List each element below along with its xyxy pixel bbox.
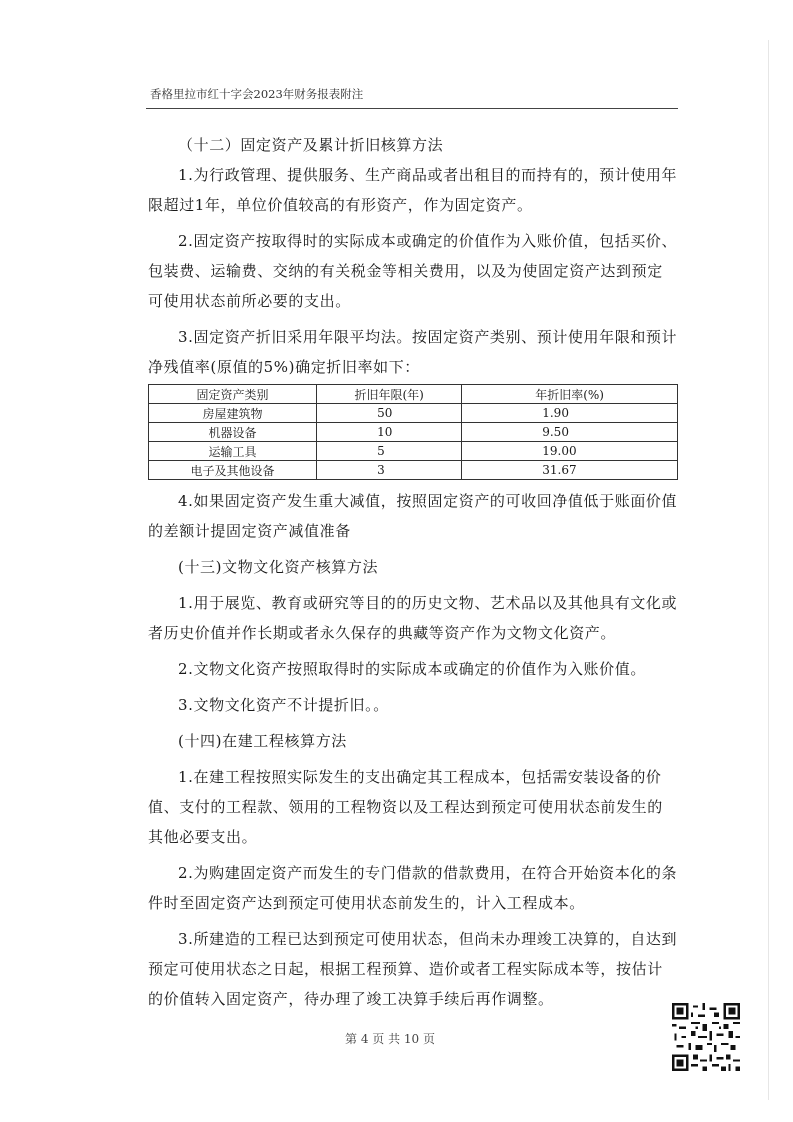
table-cell-category: 运输工具	[149, 442, 317, 461]
table-row	[149, 404, 678, 423]
section-14-para-2: 2.为购建固定资产而发生的专门借款的借款费用，在符合开始资本化的条件时至固定资产达到预定可使用状态前发生的，计入工程成本。	[148, 864, 678, 912]
table-cell-rate: 31.67	[462, 461, 678, 480]
table-row	[149, 423, 678, 442]
section-12-para-4: 4.如果固定资产发生重大减值，按照固定资产的可收回净值低于账面价值的差额计提固定资产减值准备	[148, 492, 678, 540]
table-cell-rate: 1.90	[462, 404, 678, 423]
section-13-heading: (十三)文物文化资产核算方法	[178, 558, 379, 576]
section-12-para-3: 3.固定资产折旧采用年限平均法。按固定资产类别、预计使用年限和预计净残值率(原值的5%)确定折旧率如下：	[148, 328, 678, 376]
section-12-heading: （十二）固定资产及累计折旧核算方法	[178, 136, 444, 154]
section-12-para-2: 2.固定资产按取得时的实际成本或确定的价值作为入账价值，包括买价、包装费、运输费、交纳的有关税金等相关费用，以及为使固定资产达到预定可使用状态前所必要的支出。	[148, 232, 678, 310]
table-cell-category: 房屋建筑物	[149, 404, 317, 423]
page-number: 第 4 页 共 10 页	[345, 1032, 435, 1046]
page-header: 香格里拉市红十字会2023年财务报表附注	[150, 87, 364, 101]
table-cell-years: 3	[317, 461, 462, 480]
table-row	[149, 461, 678, 480]
table-header-cell: 固定资产类别	[149, 385, 317, 404]
scan-edge-line	[768, 40, 769, 1100]
section-14-para-3: 3.所建造的工程已达到预定可使用状态，但尚未办理竣工决算的，自达到预定可使用状态之日起，根据工程预算、造价或者工程实际成本等，按估计的价值转入固定资产，待办理了竣工决算手续后再作调整。	[148, 930, 678, 1008]
table-cell-category: 电子及其他设备	[149, 461, 317, 480]
table-header-cell: 年折旧率(%)	[462, 385, 678, 404]
table-cell-rate: 9.50	[462, 423, 678, 442]
section-13-para-3: 3.文物文化资产不计提折旧。。	[178, 696, 389, 714]
table-row	[149, 442, 678, 461]
table-header-cell: 折旧年限(年)	[317, 385, 462, 404]
header-rule	[146, 108, 678, 109]
section-14-para-1: 1.在建工程按照实际发生的支出确定其工程成本，包括需安装设备的价值、支付的工程款、领用的工程物资以及工程达到预定可使用状态前发生的其他必要支出。	[148, 768, 663, 846]
depreciation-table	[148, 384, 678, 480]
section-13-para-2: 2.文物文化资产按照取得时的实际成本或确定的价值作为入账价值。	[178, 660, 646, 678]
table-cell-category: 机器设备	[149, 423, 317, 442]
section-13-para-1: 1.用于展览、教育或研究等目的的历史文物、艺术品以及其他具有文化或者历史价值并作长期或者永久保存的典藏等资产作为文物文化资产。	[148, 594, 678, 642]
section-14-heading: (十四)在建工程核算方法	[178, 732, 347, 750]
table-cell-years: 10	[317, 423, 462, 442]
table-header-row	[149, 385, 678, 404]
qr-code-icon	[672, 1003, 740, 1071]
table-cell-rate: 19.00	[462, 442, 678, 461]
table-cell-years: 50	[317, 404, 462, 423]
page-content	[148, 130, 678, 1014]
section-12-para-1: 1.为行政管理、提供服务、生产商品或者出租目的而持有的，预计使用年限超过1年，单位价值较高的有形资产，作为固定资产。	[148, 166, 678, 214]
table-cell-years: 5	[317, 442, 462, 461]
